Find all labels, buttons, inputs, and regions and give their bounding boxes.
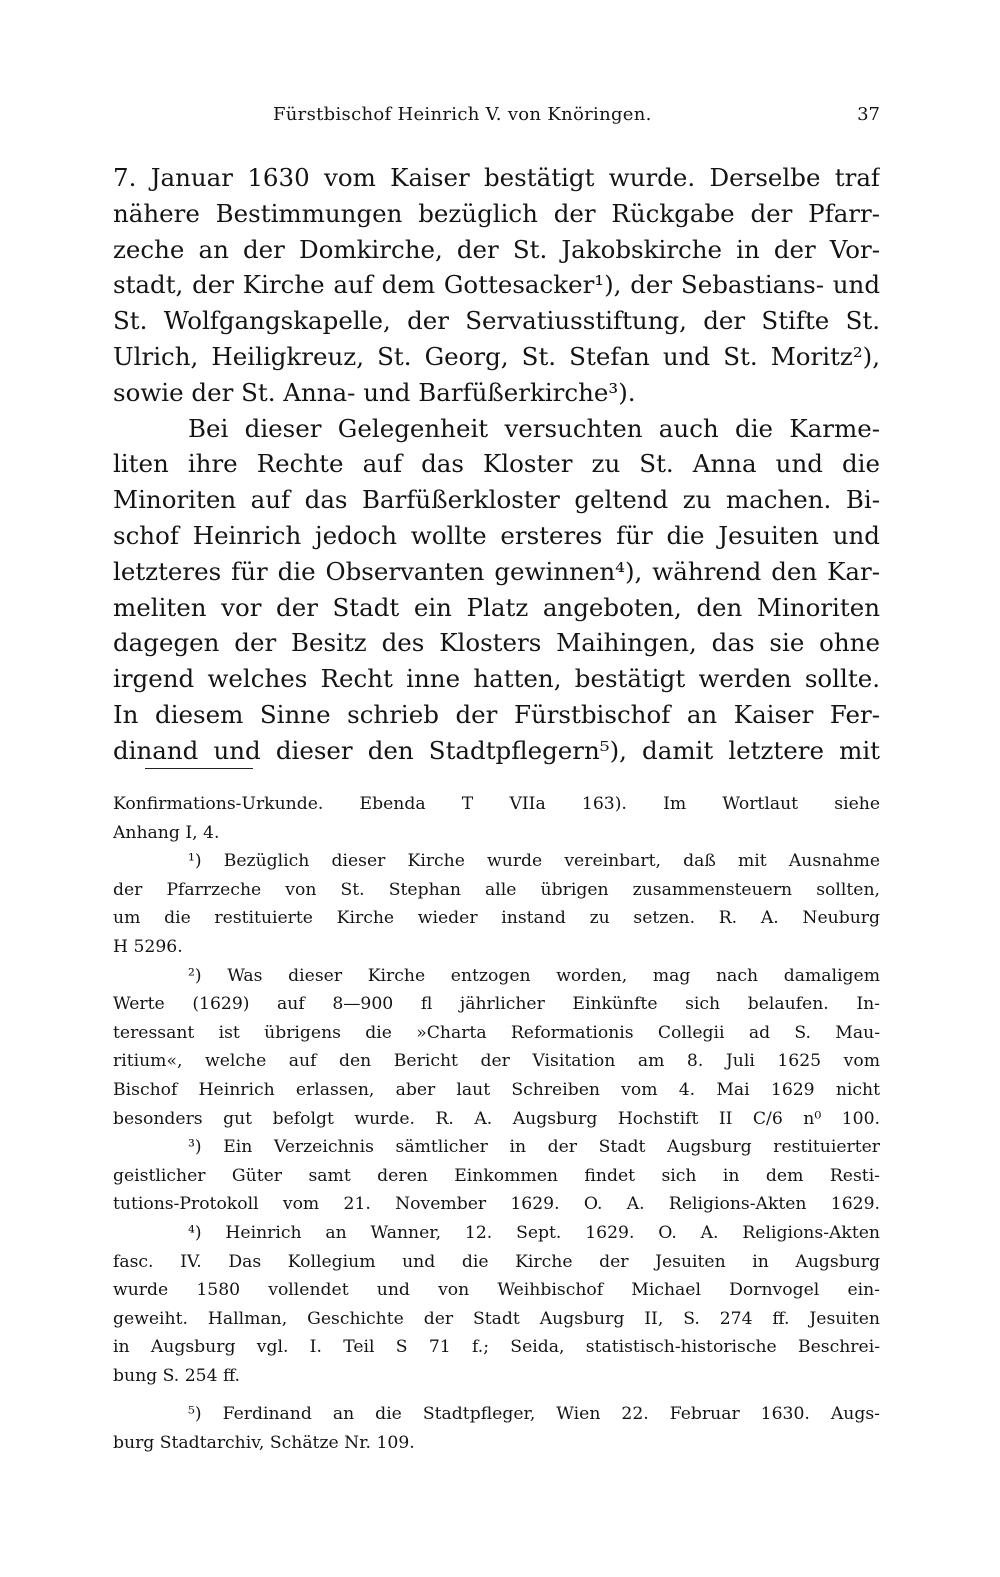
footnote-line: ritium«, welche auf den Bericht der Visitation am 8. Juli 1625 vom: [113, 1051, 880, 1072]
footnote-line: in Augsburg vgl. I. Teil S 71 f.; Seida, statistisch-historische Beschrei-: [113, 1337, 880, 1358]
footnote-line: ⁵) Ferdinand an die Stadtpfleger, Wien 22. Februar 1630. Augs-: [188, 1404, 880, 1425]
main-line: schof Heinrich jedoch wollte ersteres für die Jesuiten und: [113, 520, 880, 550]
footnote-line: ⁴) Heinrich an Wanner, 12. Sept. 1629. O. A. Religions-Akten: [188, 1222, 880, 1243]
footnote-line: tutions-Protokoll vom 21. November 1629. O. A. Religions-Akten 1629.: [113, 1194, 880, 1215]
footnote-line: ¹) Bezüglich dieser Kirche wurde vereinbart, daß mit Ausnahme: [188, 851, 880, 872]
running-head: Fürstbischof Heinrich V. von Knöringen.: [273, 104, 652, 125]
main-line: meliten vor der Stadt ein Platz angeboten, den Minoriten: [113, 592, 880, 622]
main-line: St. Wolfgangskapelle, der Servatiusstiftung, der Stifte St.: [113, 306, 880, 336]
main-line: nähere Bestimmungen bezüglich der Rückgabe der Pfarr-: [113, 198, 880, 228]
footnote-line: Anhang I, 4.: [113, 822, 220, 843]
footnote-line: ³) Ein Verzeichnis sämtlicher in der Stadt Augsburg restituierter: [188, 1137, 880, 1158]
main-line: stadt, der Kirche auf dem Gottesacker¹), der Sebastians- und: [113, 270, 880, 300]
main-line: sowie der St. Anna- und Barfüßerkirche³).: [113, 377, 636, 407]
footnote-line: ²) Was dieser Kirche entzogen worden, mag nach damaligem: [188, 965, 880, 986]
main-line: irgend welches Recht inne hatten, bestätigt werden sollte.: [113, 664, 880, 694]
footnote-line: der Pfarrzeche von St. Stephan alle übrigen zusammensteuern sollten,: [113, 879, 880, 900]
footnote-line: Bischof Heinrich erlassen, aber laut Schreiben vom 4. Mai 1629 nicht: [113, 1079, 880, 1100]
footnote-line: Werte (1629) auf 8—900 fl jährlicher Einkünfte sich belaufen. In-: [113, 994, 880, 1015]
footnote-line: bung S. 254 ff.: [113, 1365, 241, 1386]
main-line: letzteres für die Observanten gewinnen⁴), während den Kar-: [113, 556, 880, 586]
footnote-line: H 5296.: [113, 936, 183, 957]
footnote-line: wurde 1580 vollendet und von Weihbischof Michael Dornvogel ein-: [113, 1280, 880, 1301]
main-line: liten ihre Rechte auf das Kloster zu St. Anna und die: [113, 449, 880, 479]
main-line: In diesem Sinne schrieb der Fürstbischof an Kaiser Fer-: [113, 699, 880, 729]
page-header: [113, 100, 880, 132]
footnote-line: Konfirmations-Urkunde. Ebenda T VIIa 163). Im Wortlaut siehe: [113, 794, 880, 814]
footnotes: [113, 790, 880, 1458]
main-line: Ulrich, Heiligkreuz, St. Georg, St. Stefan und St. Moritz²),: [113, 341, 880, 371]
main-line: 7. Januar 1630 vom Kaiser bestätigt wurde. Derselbe traf: [113, 163, 880, 192]
footnote-line: teressant ist übrigens die »Charta Reformationis Collegii ad S. Mau-: [113, 1022, 880, 1043]
main-line: dagegen der Besitz des Klosters Maihingen, das sie ohne: [113, 628, 880, 658]
footnote-line: fasc. IV. Das Kollegium und die Kirche der Jesuiten in Augsburg: [113, 1251, 880, 1272]
main-line: Bei dieser Gelegenheit versuchten auch die Karme-: [188, 413, 880, 443]
footnote-line: burg Stadtarchiv, Schätze Nr. 109.: [113, 1433, 415, 1454]
main-line: dinand und dieser den Stadtpflegern⁵), damit letztere mit: [113, 735, 880, 765]
footnote-line: besonders gut befolgt wurde. R. A. Augsburg Hochstift II C/6 n⁰ 100.: [113, 1108, 880, 1129]
footnote-line: geistlicher Güter samt deren Einkommen findet sich in dem Resti-: [113, 1165, 880, 1186]
main-text: [113, 160, 880, 769]
page-number: 37: [857, 104, 880, 125]
footnote-line: um die restituierte Kirche wieder instand zu setzen. R. A. Neuburg: [113, 908, 880, 929]
main-line: zeche an der Domkirche, der St. Jakobskirche in der Vor-: [113, 234, 880, 264]
footnote-line: geweiht. Hallman, Geschichte der Stadt Augsburg II, S. 274 ff. Jesuiten: [113, 1308, 880, 1329]
main-line: Minoriten auf das Barfüßerkloster geltend zu machen. Bi-: [113, 485, 880, 515]
footnote-separator: [145, 768, 253, 769]
